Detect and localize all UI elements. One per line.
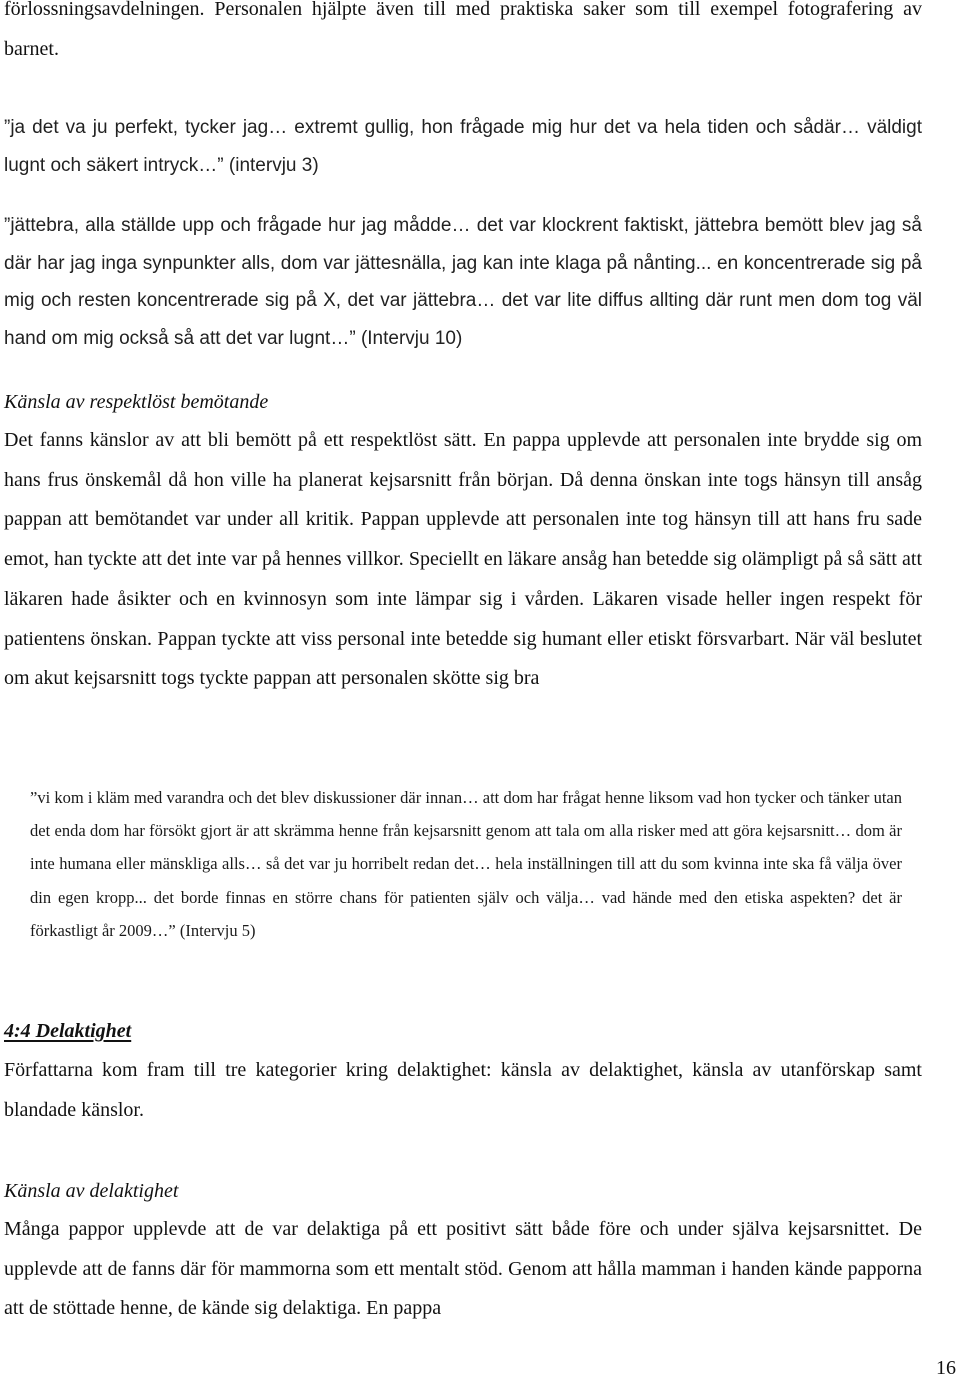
paragraph-kansla-delaktighet: Många pappor upplevde att de var delaktiga på ett positivt sätt både före och under själva kejsarsnittet. De upplevde att de fanns där för mammorna som ett mentalt stöd. Genom att hålla mamman i handen kände papporna att de stöttade henne, de kände sig delaktiga. En pappa xyxy=(4,1218,922,1320)
intro-paragraph: förlossningsavdelningen. Personalen hjälpte även till med praktiska saker som till exempel fotografering av barnet. xyxy=(4,0,922,60)
quote-interview-10: ”jättebra, alla ställde upp och frågade hur jag mådde… det var klockrent faktiskt, jättebra bemött blev jag så där har jag inga synpunkter alls, dom var jättesnälla, jag kan inte klaga på nånting... en koncentrerade sig på mig och resten koncentrerade sig på X, det var jättebra… det var lite diffus allting där runt men dom tog väl hand om mig också så att det var lugnt…” (Intervju 10) xyxy=(4,215,922,349)
section-heading-delaktighet: 4:4 Delaktighet xyxy=(4,1020,132,1042)
section-heading-respektlost: Känsla av respektlöst bemötande xyxy=(4,391,269,413)
section-heading-kansla-delaktighet: Känsla av delaktighet xyxy=(4,1180,179,1202)
paragraph-delaktighet: Författarna kom fram till tre kategorier kring delaktighet: känsla av delaktighet, känsla av utanförskap samt blandade känslor. xyxy=(4,1059,922,1121)
paragraph-respektlost: Det fanns känslor av att bli bemött på ett respektlöst sätt. En pappa upplevde att personalen inte brydde sig om hans frus önskemål då hon ville ha planerat kejsarsnitt från början. Då denna önskan inte togs hänsyn till ansåg pappan att bemötandet var under all kritik. Pappan upplevde att personalen inte tog hänsyn till att hans fru sade emot, han tyckte att det inte var på hennes villkor. Speciellt en läkare ansåg han betedde sig olämpligt på så sätt att läkaren hade åsikter och en kvinnosyn som inte lämpar sig i vården. Läkaren visade heller ingen respekt för patientens önskan. Pappan tyckte att viss personal inte betedde sig humant eller etiskt försvarbart. När väl beslutet om akut kejsarsnitt togs tyckte pappan att personalen skötte sig bra xyxy=(4,429,922,690)
page-number: 16 xyxy=(936,1357,956,1379)
quote-interview-3: ”ja det va ju perfekt, tycker jag… extremt gullig, hon frågade mig hur det va hela tiden och sådär… väldigt lugnt och säkert intryck…” (intervju 3) xyxy=(4,117,922,176)
quote-interview-5: ”vi kom i kläm med varandra och det blev diskussioner där innan… att dom har frågat henne liksom vad hon tycker och tänker utan det enda dom har försökt gjort är att skrämma henne från kejsarsnitt genom att tala om alla risker med att göra kejsarsnitt… dom är inte humana eller mänskliga alls… så det var ju horribelt redan det… hela inställningen till att du som kvinna inte ska få välja över din egen kropp... det borde finnas en större chans för patienten själv och välja… vad hände med den etiska aspekten? det är förkastligt år 2009…” (Intervju 5) xyxy=(30,788,902,940)
